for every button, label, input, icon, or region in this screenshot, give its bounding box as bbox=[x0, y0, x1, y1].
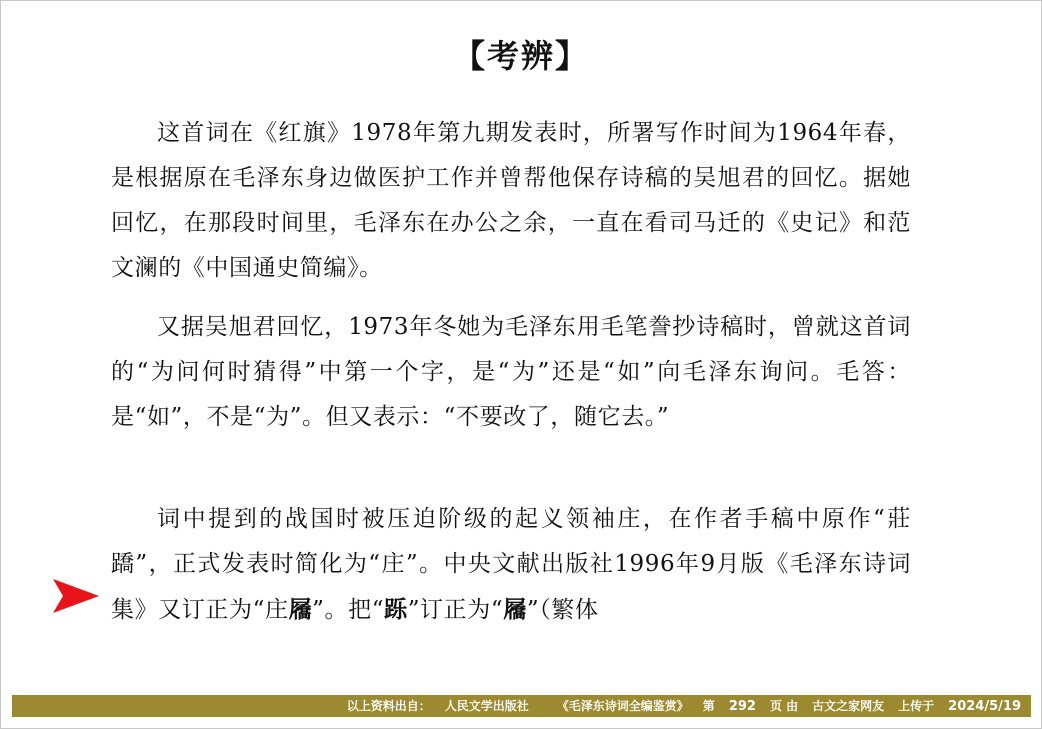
footer-date: 2024/5/19 bbox=[948, 699, 1021, 714]
footer-page-prefix: 第 bbox=[702, 699, 715, 713]
paragraph-3-bold-3: 屩 bbox=[503, 596, 527, 623]
paragraph-2: 又据吴旭君回忆，1973年冬她为毛泽东用毛笔誊抄诗稿时，曾就这首词的“为问何时猜得”中第一个字，是“为”还是“如”向毛泽东询问。毛答：是“如”，不是“为”。但又表示：“不要改了，随它去。” bbox=[111, 314, 911, 430]
footer-bar bbox=[12, 695, 1031, 717]
footer-book-title: 《毛泽东诗词全编鉴赏》 bbox=[556, 699, 689, 713]
paragraph-3-text-1: 词中提到的战国时被压迫阶级的起义领袖庄，在作者手稿中原作“莊蹻”，正式发表时简化为“庄”。中央文献出版社1996年9月版《毛泽东诗词集》又订正为“庄 bbox=[111, 506, 911, 623]
paragraph-3-bold-1: 屩 bbox=[288, 596, 313, 623]
paragraph-3-text-2: ”。把“ bbox=[312, 597, 385, 623]
footer-source-label: 以上资料出自： bbox=[346, 699, 431, 713]
footer-uploader: 古文之家网友 bbox=[812, 699, 885, 713]
paragraph-3-text-4: ”（繁体 bbox=[526, 597, 599, 623]
footer-publisher: 人民文学出版社 bbox=[444, 699, 529, 713]
red-arrow-icon bbox=[53, 579, 99, 613]
section-title: 【考辨】 bbox=[452, 37, 589, 75]
footer-uploaded-label: 上传于 bbox=[898, 699, 935, 713]
paragraph-3-bold-2: 跞 bbox=[384, 596, 408, 623]
paragraph-3-text-3: ”订正为“ bbox=[407, 597, 504, 623]
footer-page-number: 292 bbox=[728, 699, 756, 714]
footer-page-suffix: 页 由 bbox=[769, 699, 799, 713]
paragraph-1: 这首词在《红旗》1978年第九期发表时，所署写作时间为1964年春，是根据原在毛泽东身边做医护工作并曾帮他保存诗稿的吴旭君的回忆。据她回忆，在那段时间里，毛泽东在办公之余，一直在看司马迁的《史记》和范文澜的《中国通史简编》。 bbox=[111, 120, 911, 281]
paragraph-3 bbox=[111, 497, 911, 633]
